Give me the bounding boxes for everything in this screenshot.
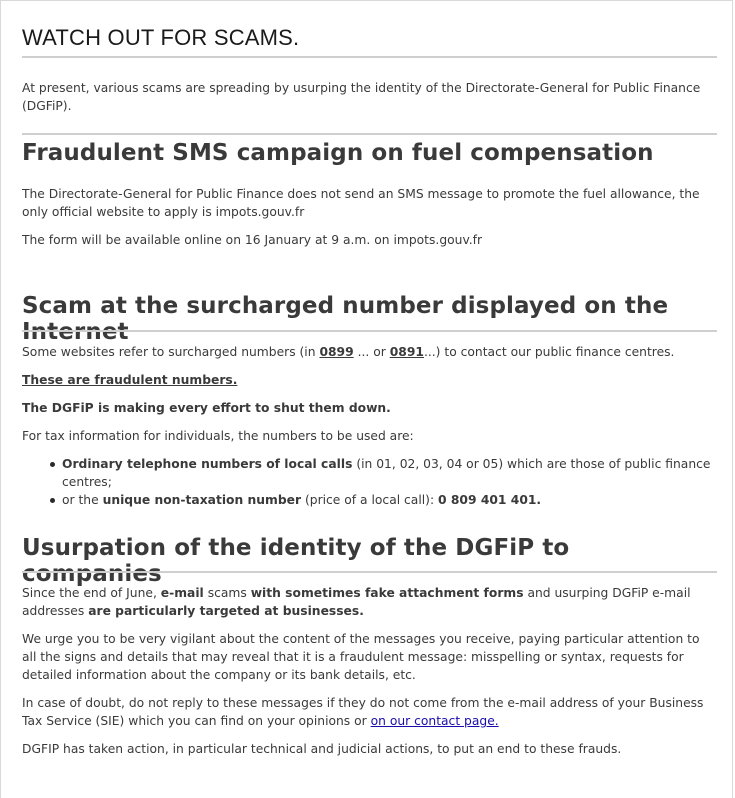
surcharged-number-0891: 0891 — [389, 345, 424, 359]
companies-text-c: scams — [203, 586, 251, 600]
fraudulent-numbers-text: These are fraudulent numbers. — [22, 373, 238, 387]
official-numbers-list — [22, 455, 717, 509]
local-calls-detail: (in 01, 02, 03, 04 or 05) which are those of public finance centres; — [62, 457, 711, 489]
section-divider-sms — [22, 133, 717, 135]
companies-text-a: Since the end of June, — [22, 586, 161, 600]
list-item — [62, 491, 717, 509]
companies-paragraph-4: DGFIP has taken action, in particular technical and judicial actions, to put an end to these frauds. — [22, 742, 622, 756]
contact-page-link[interactable]: on our contact page. — [370, 714, 499, 728]
surcharged-heading: Scam at the surcharged number displayed on the Internet — [22, 293, 669, 345]
list-item — [62, 455, 717, 491]
sms-paragraph-1: The Directorate-General for Public Finance does not send an SMS message to promote the fuel allowance, the only official website to apply is impots.gouv.fr — [22, 187, 700, 219]
companies-text-fake-forms: with sometimes fake attachment forms — [250, 586, 524, 600]
companies-text-e: and usurping DGFiP e-mail addresses — [22, 586, 691, 618]
non-taxation-prefix: or the — [62, 493, 103, 507]
dgfip-action-note: The DGFiP is making every effort to shut them down. — [22, 401, 391, 415]
surcharged-text-suffix: ...) to contact our public finance centres. — [423, 345, 675, 359]
companies-text-doubt: In case of doubt, do not reply to these messages if they do not come from the e-mail address of your Business Tax Service (SIE) which you can find on your opinions or — [22, 696, 704, 728]
companies-paragraph-2: We urge you to be very vigilant about the content of the messages you receive, paying particular attention to all the signs and details that may reveal that it is a fraudulent message: misspelling or syntax, requests for detailed information about the company or its bank details, etc. — [22, 632, 700, 682]
page-title: WATCH OUT FOR SCAMS. — [22, 25, 300, 50]
sms-paragraph-2: The form will be available online on 16 January at 9 a.m. on impots.gouv.fr — [22, 233, 483, 247]
sms-heading: Fraudulent SMS campaign on fuel compensation — [22, 140, 654, 166]
non-taxation-number: 0 809 401 401. — [438, 493, 542, 507]
numbers-lead: For tax information for individuals, the numbers to be used are: — [22, 429, 414, 443]
section-divider-companies — [22, 571, 717, 573]
non-taxation-label: unique non-taxation number — [102, 493, 302, 507]
surcharged-number-0899: 0899 — [319, 345, 354, 359]
companies-heading: Usurpation of the identity of the DGFiP to companies — [22, 535, 570, 587]
title-divider — [22, 56, 717, 58]
surcharged-text-prefix: Some websites refer to surcharged numbers (in — [22, 345, 320, 359]
companies-paragraph-3 — [22, 694, 717, 730]
companies-paragraph-1 — [22, 584, 717, 620]
surcharged-text-mid: ... or — [353, 345, 390, 359]
section-divider-surcharged — [22, 330, 717, 332]
non-taxation-detail: (price of a local call): — [301, 493, 439, 507]
companies-text-email: e-mail — [160, 586, 204, 600]
intro-paragraph: At present, various scams are spreading by usurping the identity of the Directorate-General for Public Finance (DGFiP). — [22, 81, 701, 113]
companies-text-targeted: are particularly targeted at businesses. — [88, 604, 364, 618]
surcharged-paragraph — [22, 343, 717, 361]
local-calls-label: Ordinary telephone numbers of local calls — [62, 457, 353, 471]
fraudulent-numbers-note — [22, 371, 717, 389]
